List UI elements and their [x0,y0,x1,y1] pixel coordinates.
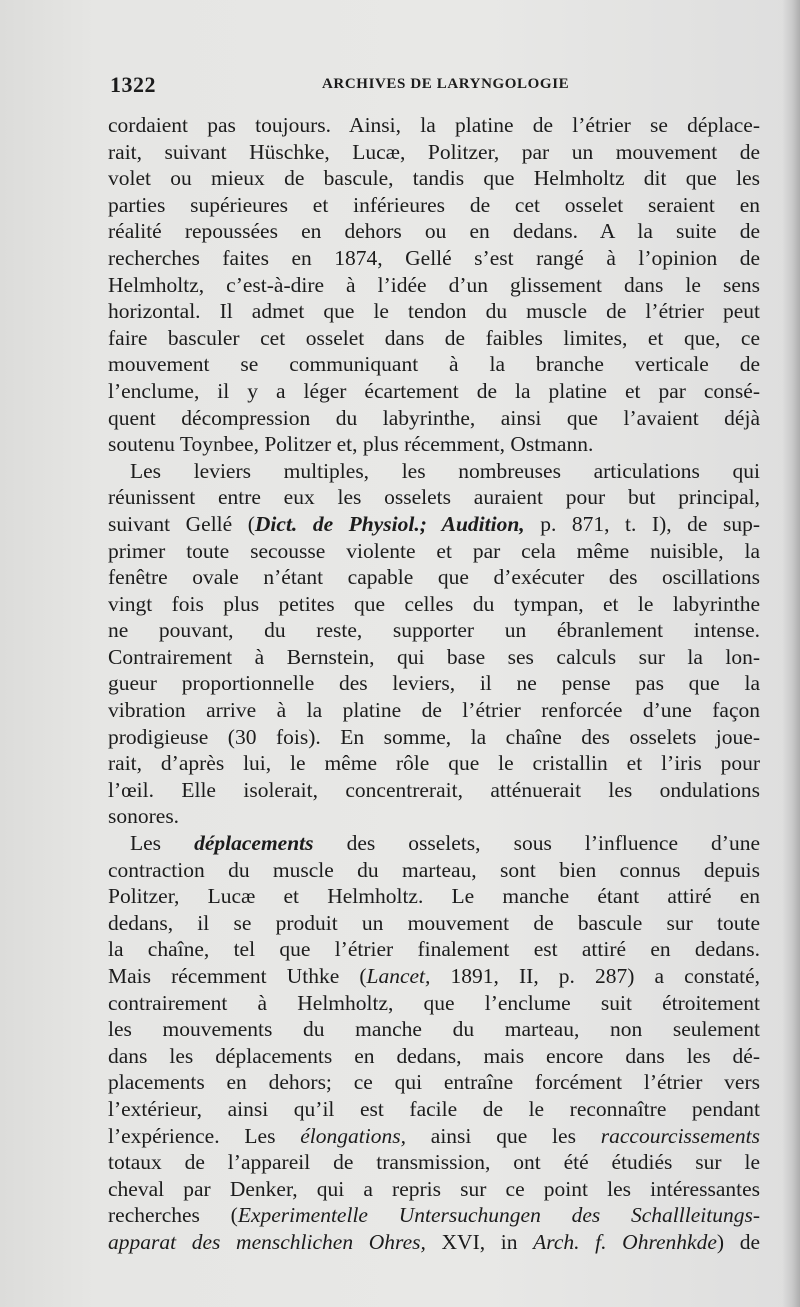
italic-citation: Lancet, [366,964,431,988]
text-line: réalité repoussées en dehors ou en dedans. A la suite de [108,219,760,244]
text-line-with-citation [108,1202,760,1229]
text-run: XVI, in [425,1229,534,1254]
text-line-with-citation [108,1229,760,1256]
text-line-with-citation [108,511,760,538]
text-line: totaux de l’appareil de transmission, ont été étudiés sur le [108,1150,760,1175]
text-line: Helmholtz, c’est-à-dire à l’idée d’un glissement dans le sens [108,272,760,297]
text-run: ) de [716,1229,760,1254]
paragraph-first-line [108,830,760,857]
italic-citation: Experimentelle Untersuchungen des Schallleitungs- [237,1203,760,1228]
text-line: contrairement à Helmholtz, que l’enclume suit étroitement [108,990,760,1015]
text-line: Contrairement à Bernstein, qui base ses calculs sur la lon- [108,644,760,669]
text-line: parties supérieures et inférieures de cet osselet seraient en [108,192,760,217]
text-line: vibration arrive à la platine de l’étrier renforcée d’une façon [108,698,760,723]
text-run: l’expérience. Les [108,1123,301,1148]
emphasized-term: raccourcissements [600,1123,760,1148]
text-line: sonores. [108,804,180,829]
italic-citation: Arch. f. Ohrenhkde [533,1229,717,1254]
text-line: quent décompression du labyrinthe, ainsi que l’avaient déjà [108,405,760,430]
text-line: la chaîne, tel que l’étrier finalement est attiré en dedans. [108,937,760,962]
running-title: ARCHIVES DE LARYNGOLOGIE [322,76,570,92]
text-line: cheval par Denker, qui a repris sur ce point les intéressantes [108,1176,760,1201]
text-line: placements en dehors; ce qui entraîne forcément l’étrier vers [108,1070,760,1095]
text-line: les mouvements du manche du marteau, non seulement [108,1017,760,1042]
text-line: rait, d’après lui, le même rôle que le cristallin et l’iris pour [108,751,760,776]
page-number: 1322 [110,72,156,97]
text-line: contraction du muscle du marteau, sont bien connus depuis [108,857,760,882]
text-line-with-emphasis [108,1123,760,1150]
text-line: prodigieuse (30 fois). En somme, la chaîne des osselets joue- [108,724,760,749]
text-line: volet ou mieux de bascule, tandis que Helmholtz dit que les [108,166,760,191]
text-run: 1891, II, p. 287) a constaté, [430,964,761,988]
text-line: primer toute secousse violente et par cela même nuisible, la [108,538,760,563]
text-line: réunissent entre eux les osselets auraient pour but principal, [108,485,760,510]
text-line: Politzer, Lucæ et Helmholtz. Le manche étant attiré en [108,884,760,909]
text-run: Les [130,831,195,856]
text-line: horizontal. Il admet que le tendon du muscle de l’étrier peut [108,299,760,324]
text-line: l’œil. Elle isolerait, concentrerait, atténuerait les ondulations [108,777,760,802]
italic-citation: apparat des menschlichen Ohres, [108,1229,426,1254]
paragraph-first-line: Les leviers multiples, les nombreuses articulations qui [130,458,760,483]
text-line: gueur proportionnelle des leviers, il ne pense pas que la [108,671,760,696]
text-line: fenêtre ovale n’étant capable que d’exécuter des oscillations [108,565,760,590]
text-run: ainsi que les [405,1123,601,1148]
page-header [110,72,760,98]
text-line: faire basculer cet osselet dans de faibles limites, et que, ce [108,325,760,350]
emphasized-term: déplacements [194,831,314,856]
body-text [108,112,760,1256]
text-line: rait, suivant Hüschke, Lucæ, Politzer, par un mouvement de [108,139,760,164]
text-line-with-citation [108,963,760,990]
text-run: Mais récemment Uthke ( [108,964,367,988]
text-run: suivant Gellé ( [108,511,255,536]
text-run: p. 871, t. I), de sup- [524,511,761,536]
text-line: l’extérieur, ainsi qu’il est facile de le reconnaître pendant [108,1096,760,1121]
text-line: ne pouvant, du reste, supporter un ébranlement intense. [108,618,760,643]
text-line: dans les déplacements en dedans, mais encore dans les dé- [108,1043,760,1068]
text-line: dedans, il se produit un mouvement de bascule sur toute [108,910,760,935]
text-run: recherches ( [108,1203,238,1228]
emphasized-term: élongations, [300,1123,406,1148]
text-line: mouvement se communiquant à la branche verticale de [108,352,760,377]
text-run: des osselets, sous l’influence d’une [313,831,760,856]
text-line: recherches faites en 1874, Gellé s’est rangé à l’opinion de [108,245,760,270]
text-line: vingt fois plus petites que celles du tympan, et le labyrinthe [108,591,760,616]
page-edge-shadow [782,0,800,1307]
text-line: cordaient pas toujours. Ainsi, la platine de l’étrier se déplace- [108,113,760,137]
text-line: soutenu Toynbee, Politzer et, plus récemment, Ostmann. [108,432,594,457]
text-line: l’enclume, il y a léger écartement de la platine et par consé- [108,378,760,403]
italic-citation: Dict. de Physiol.; Audition, [254,511,525,536]
